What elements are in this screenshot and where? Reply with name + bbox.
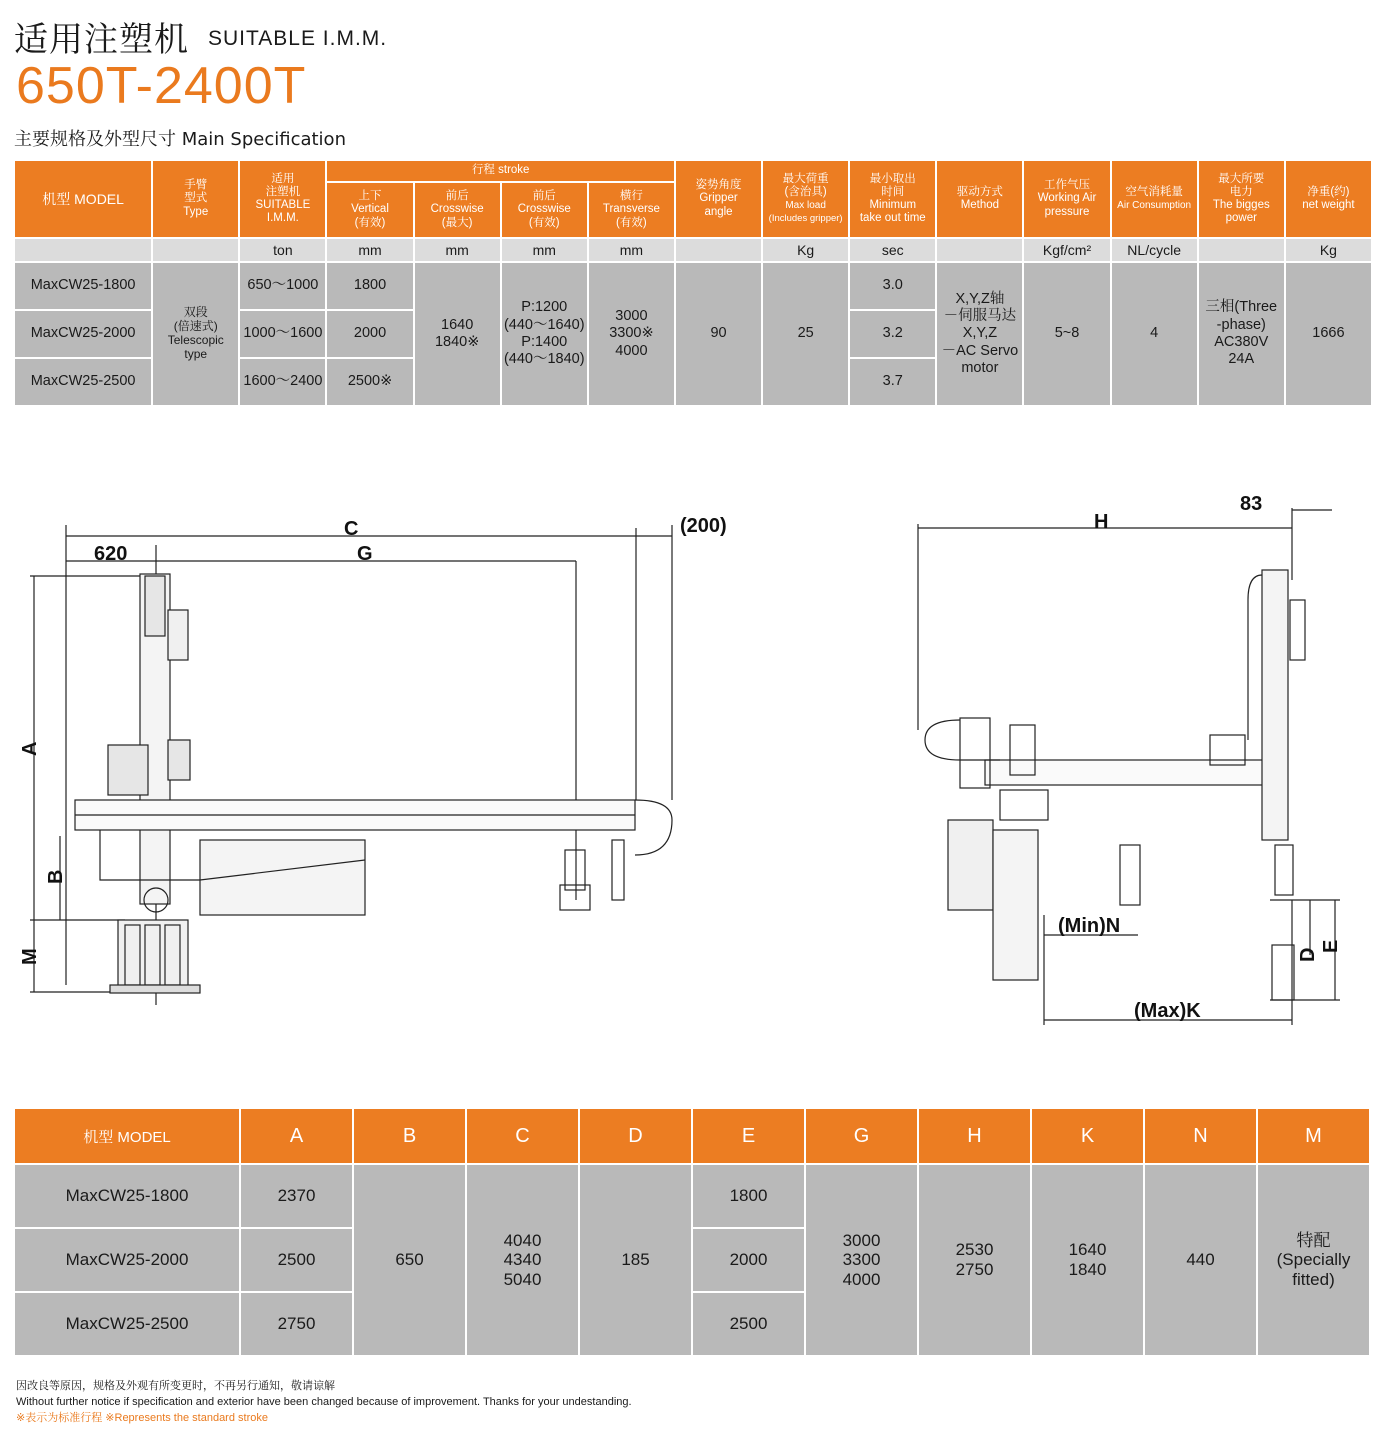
table-row: MaxCW25-1800 2370 650 4040 4340 5040 185 1800 3000 3300 4000 2530 2750 1640 1840 440 特配 (Specially fitted) bbox=[15, 1165, 1369, 1227]
spec-section-title: 主要规格及外型尺寸 Main Specification bbox=[14, 129, 346, 150]
dim-label-200: (200) bbox=[680, 515, 727, 537]
dim-label-e: E bbox=[1320, 939, 1342, 953]
header-title-cn: 适用注塑机 bbox=[14, 20, 189, 60]
dim-label-m: M bbox=[19, 948, 41, 965]
dim-header-row: 机型 MODEL A B C D E G H K N M bbox=[15, 1109, 1369, 1163]
model-cell: MaxCW25-2500 bbox=[15, 1293, 239, 1355]
header-title-en: SUITABLE I.M.M. bbox=[208, 27, 388, 50]
dim-label-c: C bbox=[344, 518, 359, 540]
header-transverse: 横行 Transverse (有效) bbox=[589, 183, 674, 237]
header-model: 机型 MODEL bbox=[15, 161, 151, 237]
model-cell: MaxCW25-1800 bbox=[15, 263, 151, 309]
model-cell: MaxCW25-1800 bbox=[15, 1165, 239, 1227]
type-cell: 双段 (倍速式) Telescopic type bbox=[153, 263, 238, 405]
table-row: MaxCW25-2500 1600～2400 2500※ 3.7 bbox=[15, 359, 1371, 405]
table-row: MaxCW25-2500 2750 2500 bbox=[15, 1293, 1369, 1355]
table-row: MaxCW25-2000 1000～1600 2000 3.2 bbox=[15, 311, 1371, 357]
header-crosswise-max: 前后 Crosswise (最大) bbox=[415, 183, 500, 237]
dim-label-a: A bbox=[19, 741, 41, 756]
dim-label-83: 83 bbox=[1240, 493, 1263, 515]
header-time: 最小取出 时间 Minimum take out time bbox=[850, 161, 935, 237]
front-view bbox=[30, 525, 672, 1005]
dim-label-max-k: (Max)K bbox=[1134, 1000, 1201, 1022]
table-row: MaxCW25-1800 双段 (倍速式) Telescopic type 650～1000 1800 1640 1840※ P:1200 (440～1640) P:1400 (440～1840) 3000 3300※ 4000 90 25 3.0 X,Y,Z轴 －伺服马达 X,Y,Z －AC Servo motor 5~8 4 三相(Three -phase) AC380V 24A 1666 bbox=[15, 263, 1371, 309]
header-stroke: 行程 stroke bbox=[327, 161, 674, 181]
model-cell: MaxCW25-2000 bbox=[15, 1229, 239, 1291]
table-row: MaxCW25-2000 2500 2000 bbox=[15, 1229, 1369, 1291]
header-crosswise-eff: 前后 Crosswise (有效) bbox=[502, 183, 587, 237]
dim-label-620: 620 bbox=[94, 543, 128, 565]
header-load: 最大荷重 (含治具) Max load (Includes gripper) bbox=[763, 161, 848, 237]
dim-label-b: B bbox=[45, 869, 67, 884]
note-standard-cn: ※表示为标准行程 bbox=[16, 1411, 103, 1424]
dimension-table bbox=[13, 1107, 1371, 1357]
note-en: Without further notice if specification and exterior have been changed because of improvement. Thanks for your undestanding. bbox=[16, 1396, 632, 1408]
header-angle: 姿势角度 Gripper angle bbox=[676, 161, 761, 237]
header-vertical: 上下 Vertical (有效) bbox=[327, 183, 412, 237]
dim-label-h: H bbox=[1094, 511, 1109, 533]
tonnage-range: 650T-2400T bbox=[16, 57, 307, 115]
model-cell: MaxCW25-2500 bbox=[15, 359, 151, 405]
side-view bbox=[918, 508, 1340, 1025]
header-imm: 适用 注塑机 SUITABLE I.M.M. bbox=[240, 161, 325, 237]
dim-label-d: D bbox=[1297, 947, 1319, 962]
header-method: 驱动方式 Method bbox=[937, 161, 1022, 237]
note-standard-en: ※Represents the standard stroke bbox=[105, 1412, 268, 1424]
dim-label-min-n: (Min)N bbox=[1058, 915, 1121, 937]
header-air: 工作气压 Working Air pressure bbox=[1024, 161, 1109, 237]
note-cn: 因改良等原因，规格及外观有所变更时，不再另行通知，敬请谅解 bbox=[16, 1379, 335, 1392]
header-type: 手臂 型式 Type bbox=[153, 161, 238, 237]
model-cell: MaxCW25-2000 bbox=[15, 311, 151, 357]
footnotes bbox=[16, 1378, 632, 1426]
header-weight: 净重(约) net weight bbox=[1286, 161, 1371, 237]
header-consumption: 空气消耗量 Air Consumption bbox=[1112, 161, 1197, 237]
header-power: 最大所要 电力 The bigges power bbox=[1199, 161, 1284, 237]
dim-label-g: G bbox=[357, 543, 373, 565]
units-row: ton mm mm mm mm Kg sec Kgf/cm² NL/cycle Kg bbox=[15, 239, 1371, 261]
